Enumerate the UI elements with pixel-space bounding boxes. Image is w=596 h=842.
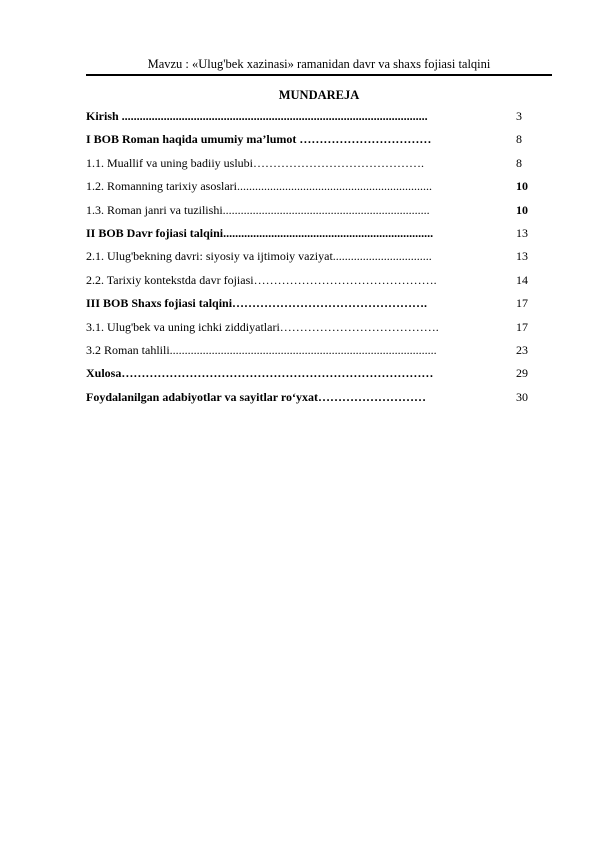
toc-entry-text: 3.1. Ulug'bek va uning ichki ziddiyatlari…………………………………. bbox=[86, 319, 439, 334]
toc-entry-page: 13 bbox=[516, 225, 528, 240]
toc-entry-text: II BOB Davr fojiasi talqini...................................................................... bbox=[86, 225, 434, 240]
toc-entry-page: 10 bbox=[516, 202, 528, 217]
toc-entry-text: Kirish ...................................................................................................... bbox=[86, 109, 428, 123]
toc-entry-page: 17 bbox=[516, 319, 528, 334]
toc-entry-text: 1.3. Roman janri va tuzilishi..................................................................... bbox=[86, 202, 430, 217]
toc-entry-text: 2.1. Ulug'bekning davri: siyosiy va ijtimoiy vaziyat................................. bbox=[86, 249, 432, 264]
toc-entry-page: 8 bbox=[516, 155, 522, 170]
toc-row-2-2 bbox=[86, 272, 536, 295]
document-topic-header: Mavzu : «Ulug'bek xazinasi» ramanidan davr va shaxs fojiasi talqini bbox=[147, 57, 491, 71]
toc-entry-page: 10 bbox=[516, 179, 528, 194]
toc-row-chapter-2 bbox=[86, 225, 536, 248]
toc-entry-text: 3.2 Roman tahlili......................................................................................... bbox=[86, 342, 437, 357]
toc-row-3-2 bbox=[86, 342, 536, 365]
toc-entry-text: 1.1. Muallif va uning badiiy uslubi……………………………………. bbox=[86, 155, 424, 170]
toc-row-chapter-3 bbox=[86, 295, 536, 318]
toc-row-kirish bbox=[86, 108, 536, 131]
toc-row-1-3 bbox=[86, 202, 536, 225]
toc-entry-page: 3 bbox=[516, 109, 522, 123]
toc-row-references bbox=[86, 389, 536, 412]
toc-row-chapter-1 bbox=[86, 131, 536, 154]
toc-row-3-1 bbox=[86, 319, 536, 342]
toc-entry-text: 1.2. Romanning tarixiy asoslari................................................................. bbox=[86, 179, 432, 194]
table-of-contents bbox=[86, 108, 536, 412]
toc-entry-text: I BOB Roman haqida umumiy ma’lumot …………………………… bbox=[86, 132, 432, 147]
toc-row-2-1 bbox=[86, 248, 536, 271]
header-rule bbox=[86, 74, 552, 76]
toc-entry-page: 17 bbox=[516, 296, 528, 311]
toc-title: MUNDAREJA bbox=[278, 88, 360, 102]
toc-row-xulosa bbox=[86, 365, 536, 388]
toc-row-1-2 bbox=[86, 178, 536, 201]
toc-entry-page: 29 bbox=[516, 366, 528, 381]
toc-entry-text: Xulosa…………………………………………………………………… bbox=[86, 366, 434, 381]
toc-entry-page: 13 bbox=[516, 249, 528, 264]
toc-entry-text: Foydalanilgan adabiyotlar va sayitlar ro‘yxat……………………… bbox=[86, 389, 427, 404]
toc-entry-text: III BOB Shaxs fojiasi talqini…………………………………………. bbox=[86, 296, 428, 311]
toc-entry-page: 8 bbox=[516, 132, 522, 147]
toc-entry-page: 23 bbox=[516, 342, 528, 357]
toc-entry-page: 30 bbox=[516, 389, 528, 404]
toc-entry-text: 2.2. Tarixiy kontekstda davr fojiasi………………………………………. bbox=[86, 272, 437, 287]
toc-entry-page: 14 bbox=[516, 272, 528, 287]
toc-row-1-1 bbox=[86, 155, 536, 178]
